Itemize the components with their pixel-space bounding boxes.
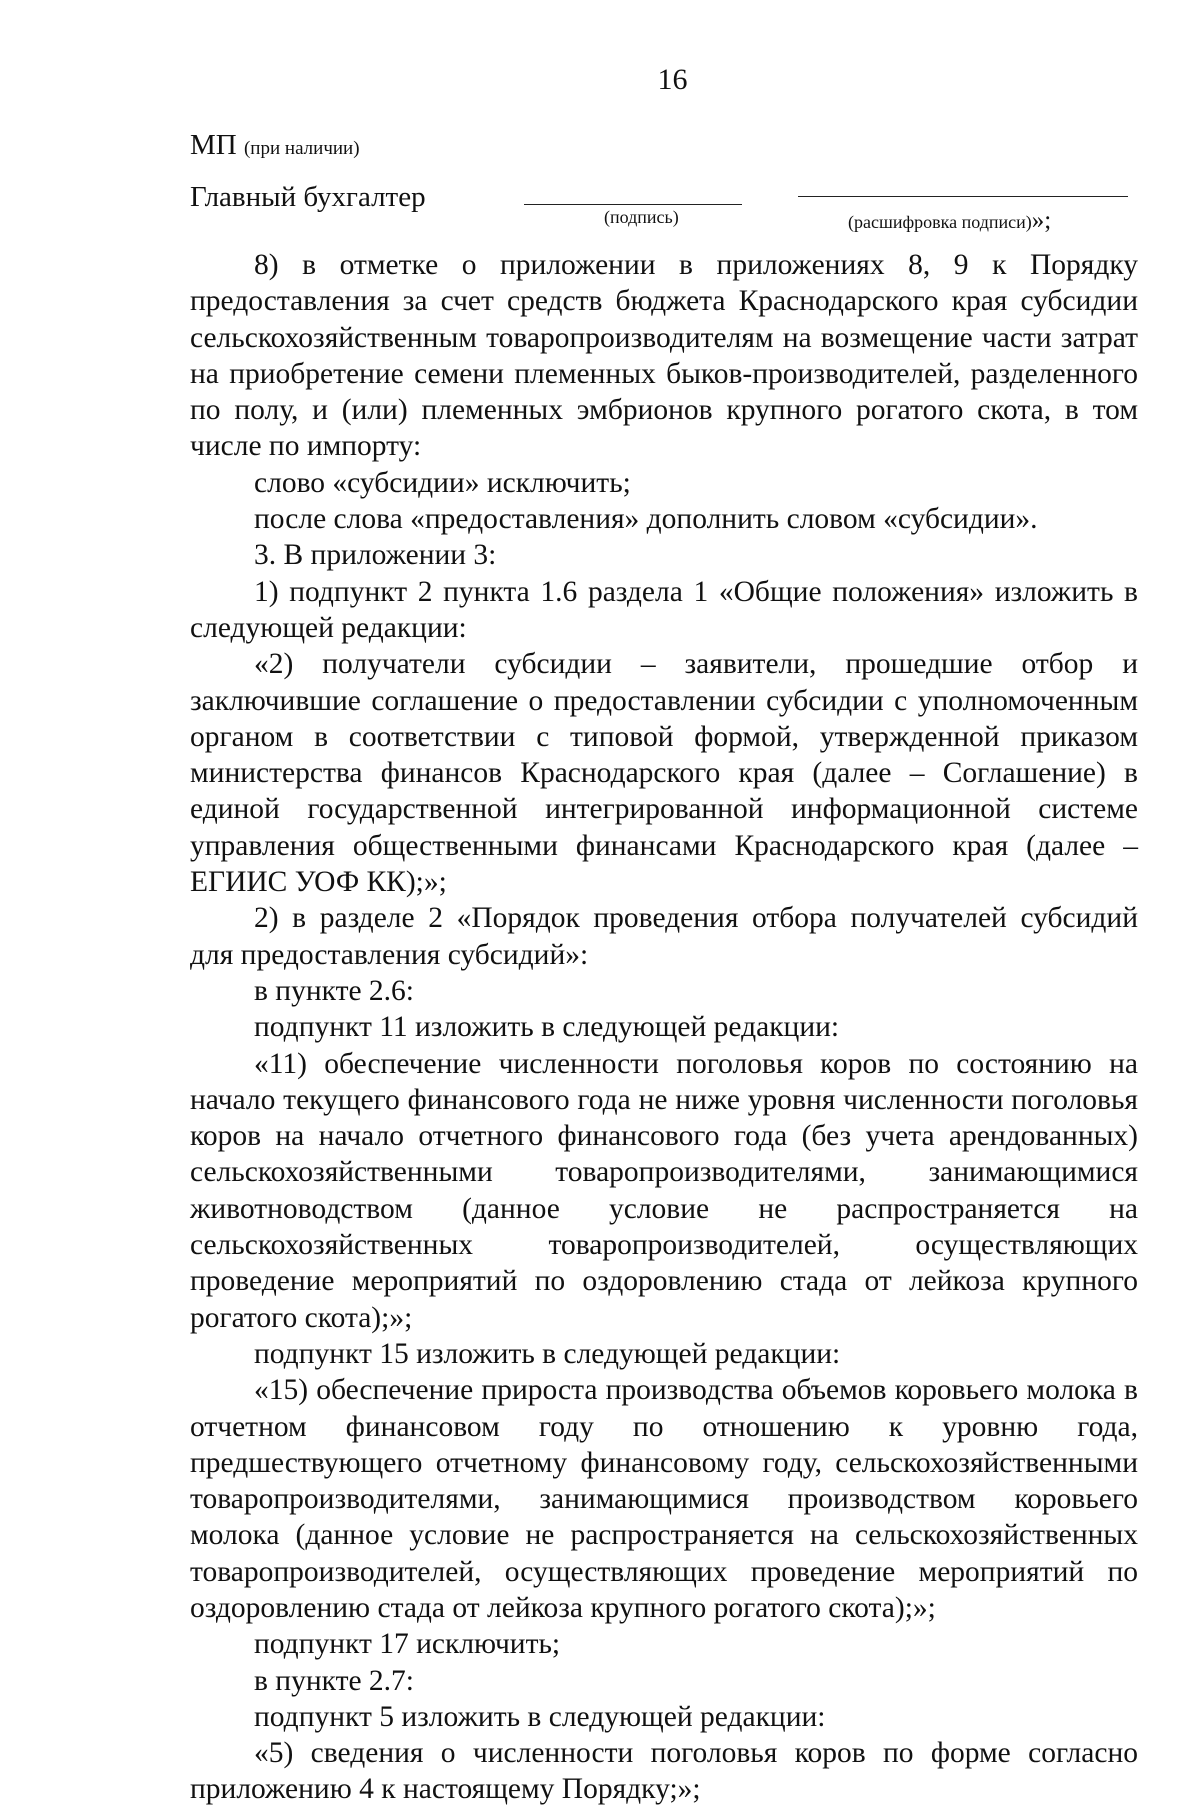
paragraph-appendix-3: 3. В приложении 3:	[254, 539, 497, 572]
stamp-label: МП	[190, 129, 237, 161]
signature-block	[190, 180, 1130, 240]
paragraph-item-8: 8) в отметке о приложении в приложениях 8, 9 к Порядку предоставления за счет средств бюджета Краснодарского края субсидии сельскохозяйственным товаропроизводителям на возмещение части затрат на приобретение семени племенных быков-производителей, разделенного по полу, и (или) племенных эмбрионов крупного рогатого скота, в том числе по импорту:	[190, 249, 1138, 463]
page-number: 16	[657, 63, 688, 96]
paragraph-point-2-7: в пункте 2.7:	[254, 1664, 415, 1697]
stamp-placeholder	[190, 128, 360, 166]
paragraph-subpoint-5-intro: подпункт 5 изложить в следующей редакции:	[254, 1700, 826, 1733]
stamp-note: (при наличии)	[243, 138, 360, 159]
paragraph-word-add: после слова «предоставления» дополнить словом «субсидии».	[254, 503, 1038, 536]
paragraph-point-2-6: в пункте 2.6:	[254, 974, 415, 1007]
signature-caption: (подпись)	[604, 207, 679, 227]
signature-line	[524, 204, 742, 205]
paragraph-subpoint-11-intro: подпункт 11 изложить в следующей редакции:	[254, 1011, 840, 1044]
signature-decryption-caption	[848, 207, 1052, 234]
paragraph-subpoint-15-intro: подпункт 15 изложить в следующей редакции:	[254, 1337, 841, 1370]
signatory-role: Главный бухгалтер	[190, 181, 426, 213]
paragraph-subpoint-17: подпункт 17 исключить;	[254, 1628, 561, 1661]
quote-close-mark: »;	[1031, 207, 1052, 234]
paragraph-subitem-1: 1) подпункт 2 пункта 1.6 раздела 1 «Общие положения» изложить в следующей редакции:	[190, 575, 1138, 644]
paragraph-subpoint-11-text: «11) обеспечение численности поголовья коров по состоянию на начало текущего финансового года не ниже уровня численности поголовья коров на начало отчетного финансового года (без учета арендованных) сельскохозяйственными товаропроизводителями, занимающимися животноводством (данное условие не распространяется на сельскохозяйственных товаропроизводителей, осуществляющих проведение мероприятий по оздоровлению стада от лейкоза крупного рогатого скота);»;	[190, 1047, 1138, 1334]
paragraph-subitem-2: 2) в разделе 2 «Порядок проведения отбора получателей субсидий для предоставления субсидий»:	[190, 902, 1138, 971]
paragraph-word-exclude: слово «субсидии» исключить;	[254, 466, 631, 499]
document-body	[190, 247, 1138, 1808]
decryption-caption-text: (расшифровка подписи)	[848, 212, 1032, 232]
paragraph-recipients: «2) получатели субсидии – заявители, прошедшие отбор и заключившие соглашение о предоставлении субсидии с уполномоченным органом в соответствии с типовой формой, утвержденной приказом министерства финансов Краснодарского края (далее – Соглашение) в единой государственной интегрированной информационной системе управления общественными финансами Краснодарского края (далее – ЕГИИС УОФ КК);»;	[190, 648, 1138, 899]
signature-decryption-line	[798, 196, 1128, 197]
paragraph-subpoint-5-text: «5) сведения о численности поголовья коров по форме согласно приложению 4 к настоящему Порядку;»;	[190, 1737, 1138, 1806]
paragraph-subpoint-15-text: «15) обеспечение прироста производства объемов коровьего молока в отчетном финансовом году по отношению к уровню года, предшествующего отчетному финансовому году, сельскохозяйственными товаропроизводителями, занимающимися производством коровьего молока (данное условие не распространяется на сельскохозяйственных товаропроизводителей, осуществляющих проведение мероприятий по оздоровлению стада от лейкоза крупного рогатого скота);»;	[190, 1374, 1138, 1624]
